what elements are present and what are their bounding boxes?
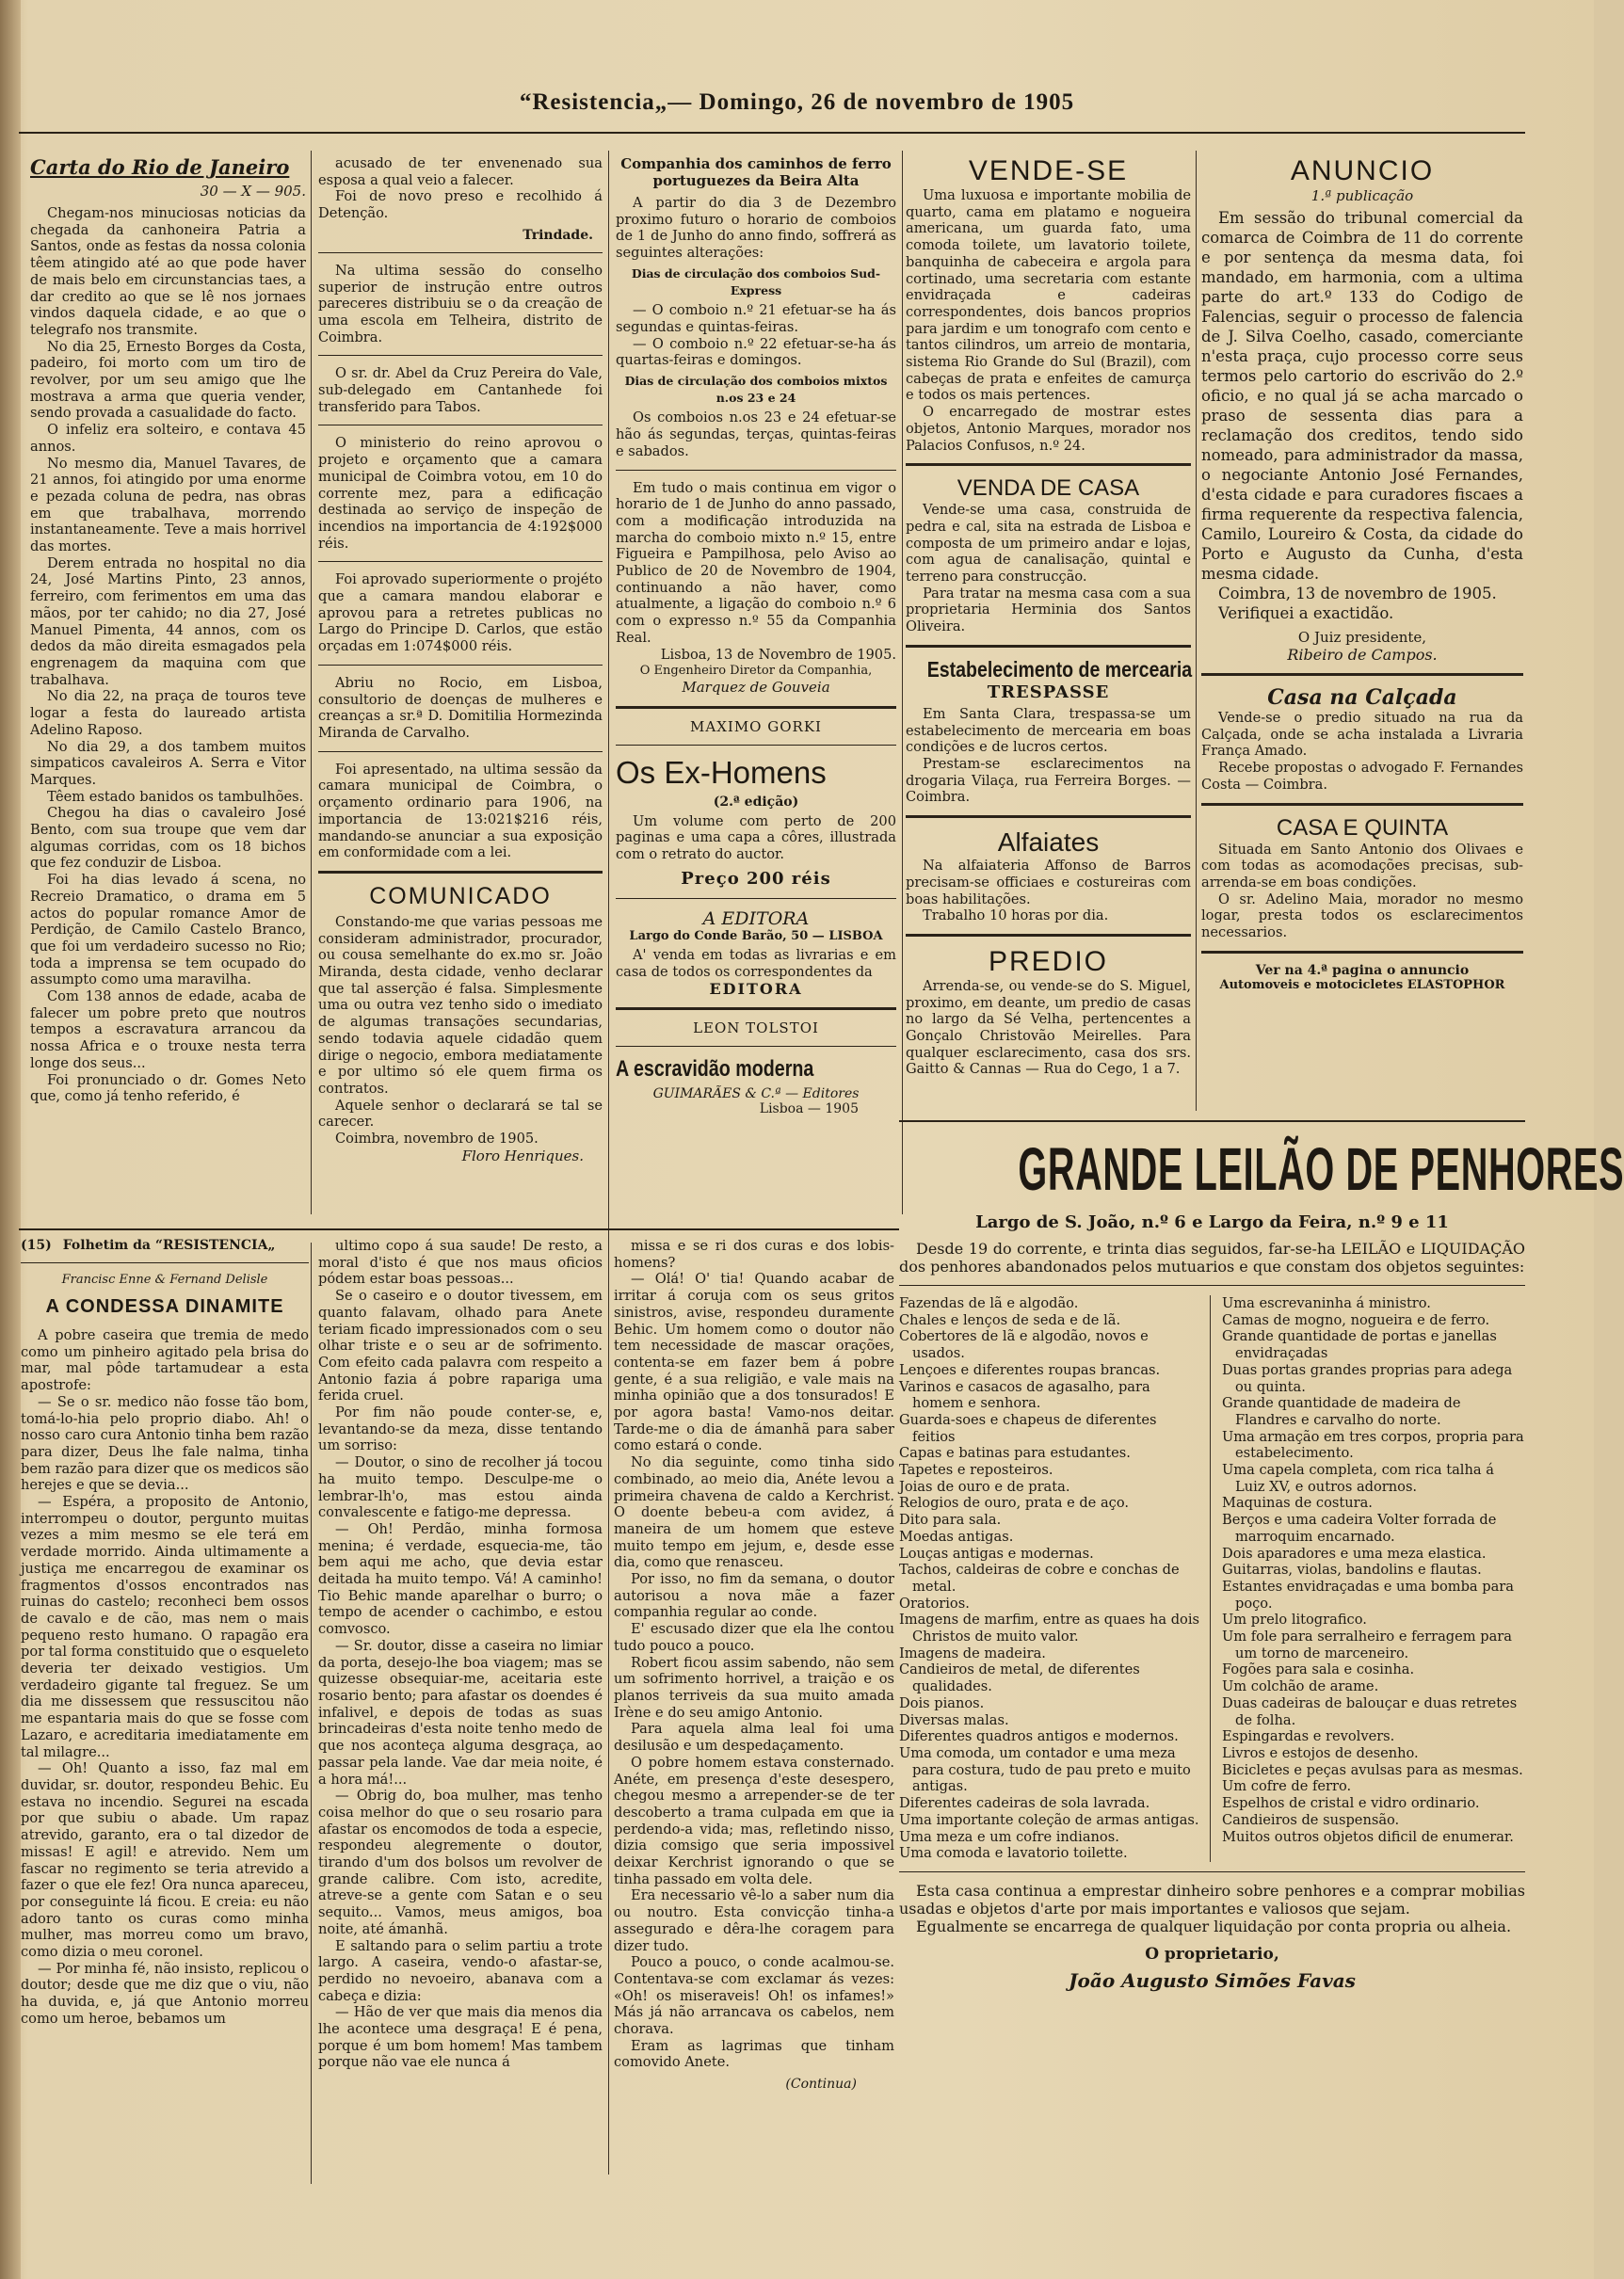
divider [21, 1262, 309, 1263]
carta-para: Têem estado banidos os tambulhões. [47, 788, 304, 805]
vende-body [906, 187, 1191, 454]
divider [906, 645, 1191, 648]
column-companhia [616, 155, 896, 1214]
leilao-item: Dito para sala. [899, 1512, 1002, 1529]
leilao-item: Duas portas grandes proprias para adega ou quinta. [1222, 1361, 1513, 1395]
venda-title: VENDA DE CASA [957, 475, 1140, 502]
column-rule [311, 151, 312, 1214]
leilao-role: O proprietario, [1145, 1944, 1279, 1964]
carta-para: Chegou ha dias o cavaleiro José Bento, com sua troupe que vem dar algumas corridas, com os 18 bichos que fez conduzir de Lisboa. [30, 805, 306, 872]
leilao-item: Fogões para sala e cosinha. [1222, 1661, 1415, 1678]
calcada-text: Recebe propostas o advogado F. Fernandes Costa — Coimbra. [1201, 760, 1523, 793]
divider [899, 1871, 1525, 1872]
ver4-line: Ver na 4.ª pagina o annuncio [1255, 962, 1470, 978]
folhetim-col2 [318, 1238, 603, 2179]
leilao-item: Tachos, caldeiras de cobre e conchas de metal. [899, 1562, 1180, 1595]
trindade-body [318, 155, 603, 222]
folhetim-para: ultimo copo á sua saude! De resto, a moral d'isto é que nos maus oficios pódem estar boas pessoas... [318, 1238, 603, 1288]
carta-para: Com 138 annos de edade, acaba de falecer um pobre preto que noutros tempos a escravatura arrancou da nossa Africa e o trouxe nesta terra longe dos seus... [30, 988, 306, 1071]
leilao-item: Grande quantidade de madeira de Flandres e carvalho do norte. [1222, 1395, 1461, 1428]
companhia-body [616, 195, 896, 697]
mercearia-body [906, 706, 1191, 806]
news-note: O sr. dr. Abel da Cruz Pereira do Vale, sub-delegado em Cantanhede foi transferido para Tabos. [318, 365, 603, 415]
leilao-item: Imagens de marfim, entre as quaes ha dois Christos de muito valor. [899, 1612, 1200, 1645]
news-para: acusado de ter envenenado sua esposa a qual veio a falecer. [318, 155, 603, 188]
news-note: Foi aprovado superiormente o projéto que a camara mandou elaborar e aprovou para a retretes publicas no Largo do Principe D. Carlos, que estão orçadas em 1:074$000 réis. [318, 571, 603, 655]
leilao-item: Muitos outros objetos dificil de enumerar. [1222, 1828, 1514, 1845]
leilao-item: Berços e uma cadeira Volter forrada de marroquim encarnado. [1222, 1512, 1497, 1545]
mercearia-text: Em Santa Clara, trespassa-se um estabelecimento de mercearia em boas condições e de lucros certos. [906, 705, 1191, 756]
divider [616, 745, 896, 746]
anuncio-role: O Juiz presidente, [1297, 629, 1427, 646]
leilao-item: Tapetes e reposteiros. [899, 1462, 1053, 1479]
divider [906, 815, 1191, 818]
leilao-item: Camas de mogno, nogueira e de ferro. [1222, 1311, 1490, 1328]
tolstoi-author: LEON TOLSTOI [693, 1019, 819, 1037]
leilao-item: Um prelo litografico. [1222, 1612, 1367, 1629]
venda-body [906, 502, 1191, 635]
folhetim-para: O pobre homem estava consternado. Anéte, em presença d'este desespero, chegou mesmo a arrepender-se de ter descoberto a trama culpada em que ia perdendo-a vida; mas, refletindo nisso, dizia comsigo que seria impossivel deixar Kerchrist ignorando o que se tinha passado em volta dele. [614, 1754, 894, 1887]
folhetim-para: Pouco a pouco, o conde acalmou-se. Contentava-se com exclamar ás vezes: «Oh! os miseraveis! Oh! os infames!» Más já não arrancava os cabelos, nem chorava. [614, 1954, 894, 2038]
folhetim-para: Para aquela alma leal foi uma desilusão e um despedaçamento. [614, 1721, 894, 1755]
calcada-text: Vende-se o predio situado na rua da Calçada, onde se acha instalada a Livraria França Amado. [1201, 710, 1523, 760]
leilao-item: Guarda-soes e chapeus de diferentes feitios [899, 1411, 1157, 1445]
alfaiates-text: Na alfaiateria Affonso de Barros precisam-se officiaes e costureiras com boas habilitações. [906, 858, 1191, 907]
folhetim-para: — Sr. doutor, disse a caseira no limiar da porta, desejo-lhe boa viagem; mas se quizesse obsequiar-me, aceitaria este rosario bento; para afastar os doendes é infalivel, e depois de todas as suas brincadeiras d'esta noite tenho medo de que nos aconteça alguma desgraça, ao passar pela lande. Vae dar meia noite, é a hora má!... [318, 1637, 603, 1788]
venda-text: Para tratar na mesma casa com a sua proprietaria Herminia dos Santos Oliveira. [906, 585, 1191, 635]
companhia-signature: Marquez de Gouveia [682, 678, 830, 696]
column-carta [30, 155, 306, 1238]
quinta-text: O sr. Adelino Maia, morador no mesmo logar, presta todos os esclarecimentos necessarios. [1201, 891, 1523, 941]
news-note: Foi apresentado, na ultima sessão da camara municipal de Coimbra, o orçamento ordinario para 1906, na importancia de 13:021$216 réis, mandando-se anunciar a sua exposição em conformidade com a lei. [318, 761, 603, 861]
folhetim-para: — Obrig do, boa mulher, mas tenho coisa melhor do que o seu rosario para afastar os encomodos de toda a especie, respondeu alegremente o doutor, tirando d'um dos bolsos um revolver de grande calibre. Com isto, acredite, atreve-se a gente com Satan e o seu sequito... Vamos, meus amigos, boa noite, até ámanhã. [318, 1788, 603, 1937]
comunicado-title: COMUNICADO [369, 882, 552, 909]
leilao-item: Bicicletes e peças avulsas para as mesmas. [1222, 1761, 1523, 1778]
news-note: Abriu no Rocio, em Lisboa, consultorio de doenças de mulheres e creanças a sr.ª D. Domitilia Hormezinda Miranda de Carvalho. [318, 674, 603, 741]
folhetim-para: — Espéra, a proposito de Antonio, interrompeu o doutor, pergunto muitas vezes a mim mesmo se ele terá em verdade morrido. Ainda ultimamente a justiça me encarregou de examinar os fragmentos d'ossos encontrados nas ruinas do castelo; reconheci bem ossos de cavalo e de cão, mas nem o mais pequeno resto humano. O rapagão era por tal forma constituido que o esqueleto deveria ter deixado vestigios. Um verdadeiro gigante tal freguez. Se um dia me dissessem que ressuscitou não me espantaria mais do que se fosse com Lazaro, e acreditaria imediatamente em tal milagre... [21, 1494, 309, 1760]
gorki-title: Os Ex-Homens [616, 754, 827, 790]
gorki-publisher: A EDITORA [702, 907, 810, 929]
carta-para: No mesmo dia, Manuel Tavares, de 21 annos, foi atingido por uma enorme e pezada coluna de pedra, nas obras em que trabalhava, morrendo instantaneamente. Teve a mais horrivel das mortes. [30, 455, 306, 555]
leilao-list-right [1222, 1295, 1525, 1862]
folhetim-para: — Doutor, o sino de recolher já tocou ha muito tempo. Desculpe-me o lembrar-lh'o, mas estou ainda convalescente e fatigo-me depressa. [318, 1454, 603, 1521]
carta-para: O infeliz era solteiro, e contava 45 annos. [30, 422, 306, 455]
column-rule [1196, 151, 1197, 1111]
leilao-item: Candieiros de suspensão. [1222, 1811, 1400, 1828]
tolstoi-title: A escravidão moderna [616, 1056, 814, 1083]
folhetim-para: — Oh! Perdão, minha formosa menina; é verdade, esquecia-me, tão bem aqui me acho, que devia estar deitada ha muito tempo. Vá! A caminho! Tio Behic mande aparelhar o burro; o tempo de acender o cachimbo, e estou comvosco. [318, 1520, 603, 1638]
divider [318, 871, 603, 874]
leilao-item: Maquinas de costura. [1222, 1495, 1373, 1512]
comunicado-para: Constando-me que varias pessoas me consideram administrador, procurador, ou cousa semelhante do ex.mo sr. João Miranda, desta cidade, venho declarar que tal asserção é falsa. Simplesmente uma ou outra vez tenho sido o imediato de algumas transações secundarias, sendo todavia aquele cidadão quem dirige o negocio, embora mediatamente e por ultimo só ele quem firma os contratos. [318, 913, 603, 1097]
leilao-item: Louças antigas e modernas. [899, 1545, 1094, 1562]
folhetim-authors: Francisc Enne & Fernand Delisle [61, 1273, 268, 1287]
folhetim-body2 [318, 1238, 603, 2071]
leilao-item: Guitarras, violas, bandolins e flautas. [1222, 1562, 1482, 1579]
leilao-item: Uma meza e um cofre indianos. [899, 1828, 1119, 1845]
folhetim-col3 [614, 1238, 894, 2179]
leilao-item: Espelhos de cristal e vidro ordinario. [1222, 1795, 1480, 1812]
leilao-item: Relogios de ouro, prata e de aço. [899, 1495, 1130, 1512]
alfaiates-body [906, 858, 1191, 924]
mercearia-sub: TRESPASSE [987, 682, 1110, 702]
leilao-item: Espingardas e revolvers. [1222, 1728, 1395, 1745]
companhia-date: Lisboa, 13 de Novembro de 1905. [660, 646, 896, 663]
leilao-item: Fazendas de lã e algodão. [899, 1295, 1079, 1311]
mercearia-text: Prestam-se esclarecimentos na drogaria Vilaça, rua Ferreira Borges. — Coimbra. [906, 755, 1191, 806]
masthead-rule [19, 132, 1525, 134]
leilao-item: Varinos e casacos de agasalho, para homem e senhora. [899, 1378, 1150, 1412]
leilao-item: Lençoes e diferentes roupas brancas. [899, 1361, 1161, 1378]
carta-para: No dia 25, Ernesto Borges da Costa, padeiro, foi morto com um tiro de revolver, por um seu amigo que lhe mostrava a arma que queria vender, sendo provada a casualidade do facto. [30, 338, 306, 422]
carta-para: No dia 29, a dos tambem muitos simpaticos cavaleiros A. Serra e Vitor Marques. [30, 738, 306, 788]
leilao-item: Oratorios. [899, 1595, 970, 1612]
divider [1201, 673, 1523, 676]
carta-date: 30 — X — 905. [200, 183, 306, 200]
folhetim-para: — Por minha fé, não insisto, replicou o doutor; desde que me diz que o viu, não ha duvida, e, já que Antonio morreu como um heroe, bebamos um [21, 1960, 309, 2027]
folhetim-body1 [21, 1327, 309, 2028]
calcada-title: Casa na Calçada [1267, 685, 1457, 710]
leilao-item: Candieiros de metal, de diferentes qualidades. [899, 1661, 1140, 1695]
leilao-list-left [899, 1295, 1211, 1862]
folhetim-para: No dia seguinte, como tinha sido combinado, ao meio dia, Anéte levou a primeira chavena de caldo a Kerchrist. O doente bebeu-a com avidez, á maneira de um homem que esteve muito tempo em jejum, e, desde esse dia, como que renasceu. [614, 1454, 894, 1571]
gorki-editora: EDITORA [709, 980, 803, 999]
anuncio-text: Em sessão do tribunal comercial da comarca de Coimbra de 11 do corrente e por sentença da mesma data, foi mandado, em harmonia, com a ultima parte do art.º 133 do Codigo de Falencias, seguir o processo de falencia de J. Silva Coelho, casado, comerciante n'esta praça, cujo processo corre seus termos pelo cartorio do escrivão do 2.º oficio, e no qual já se acha marcado o praso de sessenta dias para a reclamação dos creditos, tendo sido nomeado, para administrador da massa, o negociante Antonio José Fernandes, d'esta cidade e para curadores fiscaes a firma requerente da respectiva falencia, Camilo, Loureiro & Costa, da cidade do Porto e Augusto da Cunha, d'esta mesma cidade. [1201, 209, 1523, 583]
masthead: “Resistencia„— Domingo, 26 de novembro de 1905 [519, 89, 1075, 115]
folhetim-para: missa e se ri dos curas e dos lobis-homens? [614, 1238, 894, 1271]
companhia-para: Os comboios n.os 23 e 24 efetuar-se hão ás segundas, terças, quintas-feiras e sabados. [616, 409, 896, 459]
folhetim-header [21, 1238, 309, 1253]
folhetim-para: E saltando para o selim partiu a trote largo. A caseira, vendo-o afastar-se, perdido no nevoeiro, abanava com a cabeça e dizia: [318, 1937, 603, 2004]
folhetim-para: Por fim não poude conter-se, e, levantando-se da meza, disse tentando um sorriso: [318, 1404, 603, 1454]
anuncio-body [1201, 208, 1523, 623]
tolstoi-publisher: GUIMARÃES & C.ª — Editores [652, 1086, 860, 1102]
folhetim-para: Se o caseiro e o doutor tivessem, em quanto falavam, olhado para Anete teriam ficado impressionados com o seu olhar triste e o seu ar de sofrimento. Com efeito cada palavra com respeito a Antonio fazia á pobre rapariga uma ferida cruel. [318, 1288, 603, 1404]
leilao-intro: Desde 19 do corrente, e trinta dias seguidos, far-se-ha LEILÃO e LIQUIDAÇÃO dos penhores abandonados pelos mutuarios e que constam dos objetos seguintes: [899, 1240, 1525, 1276]
anuncio-sub: 1.ª publicação [1310, 187, 1414, 204]
divider [899, 1120, 1525, 1122]
news-para: Foi de novo preso e recolhido á Detenção. [318, 188, 603, 222]
carta-para: No dia 22, na praça de touros teve logar a festa do laureado artista Adelino Raposo. [30, 688, 306, 738]
divider [906, 934, 1191, 937]
companhia-subhead: Dias de circulação dos comboios mixtos n.os 23 e 24 [624, 374, 888, 405]
vende-title: VENDE-SE [968, 155, 1129, 186]
predio-title: PREDIO [988, 945, 1109, 977]
alfaiates-title: Alfaiates [997, 827, 1100, 858]
news-note: Na ultima sessão do conselho superior de instrução entre outros pareceres distribuiu se o da creação de uma escola em Telheira, distrito de Coimbra. [318, 262, 603, 345]
folhetim-col1 [21, 1238, 309, 2179]
companhia-para: A partir do dia 3 de Dezembro proximo futuro o horario de comboios de 1 de Junho do anno findo, soffrerá as seguintes alterações: [616, 195, 896, 262]
leilao-item: Um fole para serralheiro e ferragem para um torno de marceneiro. [1222, 1629, 1512, 1661]
comunicado-para: Aquele senhor o declarará se tal se carecer. [318, 1097, 603, 1131]
ver4-line2: Automoveis e motocicletes ELASTOPHOR [1219, 977, 1505, 992]
companhia-role: O Engenheiro Diretor da Companhia, [639, 664, 873, 679]
divider [616, 898, 896, 899]
divider [318, 355, 603, 356]
folhetim-rule [19, 1228, 899, 1230]
column-rule [902, 151, 903, 1214]
leilao-item: Grande quantidade de portas e janellas envidraçadas [1222, 1328, 1497, 1362]
leilao-item: Uma comoda e lavatorio toilette. [899, 1845, 1128, 1862]
predio-body [906, 978, 1191, 1078]
divider [318, 561, 603, 562]
folhetim-para: A pobre caseira que tremia de medo como um pinheiro agitado pela brisa do mar, mal pôde tartamudear a esta apostrofe: [21, 1327, 309, 1394]
divider [318, 252, 603, 253]
folhetim-para: Robert ficou assim sabendo, não sem um sofrimento horrivel, a traição e os planos terriveis da sua muito amada Irène e do seu amigo Antonio. [614, 1654, 894, 1721]
folhetim-para: — Olá! O' tia! Quando acabar de irritar á coruja com os seus gritos sinistros, avise, respondeu duramente Behic. Um homem como o doutor não tem necessidade de mascar orações, contenta-se em fazer bem á pobre gente, é a sua religião, e vale mais na minha opinião que a dos tonsurados! E por agora basta! Vamo-nos deitar. Tarde-me o dia de ámanhã para saber como estará o conde. [614, 1271, 894, 1454]
companhia-subhead: Dias de circulação dos comboios Sud-Express [631, 265, 881, 297]
comunicado-para: Coimbra, novembro de 1905. [335, 1131, 539, 1148]
divider [616, 470, 896, 471]
leilao-footer: Egualmente se encarrega de qualquer liquidação por conta propria ou alheia. [916, 1917, 1512, 1935]
anuncio-title: ANUNCIO [1290, 155, 1435, 186]
leilao-item: Dois pianos. [899, 1694, 985, 1711]
leilao-lists [899, 1295, 1525, 1862]
folhetim-continua: (Continua) [785, 2077, 857, 2093]
folhetim-para: — Se o sr. medico não fosse tão bom, tomá-lo-hia pelo proprio diabo. Ah! o nosso caro cura Antonio tinha bem razão para dizer, Deus lhe fale nalma, tinha bem razão para dizer que os medicos são herejes e que se devia... [21, 1393, 309, 1494]
divider [616, 706, 896, 709]
carta-para: Foi pronunciado o dr. Gomes Neto que, como já tenho referido, é [30, 1071, 306, 1105]
leilao-item: Estantes envidraçadas e uma bomba para poço. [1222, 1578, 1514, 1612]
tolstoi-place: Lisboa — 1905 [759, 1101, 859, 1117]
leilao-item: Uma importante coleção de armas antigas. [899, 1811, 1199, 1828]
leilao-item: Um colchão de arame. [1222, 1678, 1379, 1695]
gorki-edition: (2.ª edição) [713, 794, 799, 810]
carta-para: Derem entrada no hospital no dia 24, José Martins Pinto, 23 annos, ferreiro, com ferimentos em uma das mãos, por ter cahido; no dia 27, José Manuel Pimenta, 44 annos, com os dedos da mão direita esmagados pela engrenagem da maquina com que trabalhava. [30, 554, 306, 688]
quinta-body [1201, 842, 1523, 941]
leilao-item: Capas e batinas para estudantes. [899, 1445, 1131, 1462]
folhetim-title: A CONDESSA DINAMITE [45, 1296, 284, 1317]
leilao-item: Diferentes cadeiras de sola lavrada. [899, 1795, 1150, 1812]
vende-text: O encarregado de mostrar estes objetos, Antonio Marques, morador nos Palacios Confusos, n.º 24. [906, 404, 1191, 454]
comunicado-signature: Floro Henriques. [461, 1147, 584, 1164]
carta-body [30, 205, 306, 1105]
leilao-address: Largo de S. João, n.º 6 e Largo da Feira, n.º 9 e 11 [975, 1212, 1449, 1232]
alfaiates-text: Trabalho 10 horas por dia. [923, 907, 1109, 924]
venda-text: Vende-se uma casa, construida de pedra e cal, sita na estrada de Lisboa e composta de um primeiro andar e lojas, com agua de canalisação, quintal e terreno para construcção. [906, 502, 1191, 586]
leilao-item: Diversas malas. [899, 1711, 1009, 1728]
folhetim-para: Por isso, no fim da semana, o doutor autorisou a nova mãe a fazer companhia regular ao conde. [614, 1571, 894, 1621]
leilao-item: Imagens de madeira. [899, 1645, 1046, 1661]
folhetim-para: Eram as lagrimas que tinham comovido Anete. [614, 2037, 894, 2071]
carta-title: Carta do Rio de Janeiro [30, 155, 290, 179]
folhetim-para: — Oh! Quanto a isso, faz mal em duvidar, sr. doutor, respondeu Behic. Eu estava no incendio. Segurei na escada por que subiu o abade. Um rapaz atrevido, garanto, era o tal dizedor de missas! E agil! e atrevido. Nem um fascar no regimento se teria atrevido a fazer o que ele fez! Ora nunca apareceu, por conseguinte lá ficou. E creia: eu não adoro tanto os curas como minha mulher, mas morreu como um bravo, como dizia o meu coronel. [21, 1760, 309, 1961]
leilao-item: Duas cadeiras de balouçar e duas retretes de folha. [1222, 1694, 1518, 1728]
predio-text: Arrenda-se, ou vende-se do S. Miguel, proximo, em deante, um predio de casas no largo da Sé Velha, pertencentes a Gonçalo Christovão Meirelles. Para qualquer esclarecimento, casa dos srs. Gaitto & Cannas — Rua do Cego, 1 a 7. [906, 977, 1191, 1078]
leilao-item: Chales e lenços de seda e de lã. [899, 1311, 1121, 1328]
leilao-item: Uma comoda, um contador e uma meza para costura, tudo de pau preto e muito antigas. [899, 1744, 1191, 1795]
companhia-para: — O comboio n.º 22 efetuar-se-ha ás quartas-feiras e domingos. [616, 335, 896, 369]
anuncio-signature: Ribeiro de Campos. [1287, 646, 1438, 664]
leilao-item: Uma armação em tres corpos, propria para estabelecimento. [1222, 1428, 1524, 1462]
leilao-ad [899, 1120, 1624, 2184]
news-note: O ministerio do reino aprovou o projeto e orçamento que a camara municipal de Coimbra votou, em 10 do corrente mez, para a edificação destinada ao serviço de inspeção de incendios na importancia de 4:192$000 réis. [318, 435, 603, 552]
folhetim-para: E' escusado dizer que ela lhe contou tudo pouco a pouco. [614, 1621, 894, 1654]
column-rule [311, 1243, 312, 2184]
trindade-signature: Trindade. [523, 227, 593, 243]
leilao-footer: Esta casa continua a emprestar dinheiro sobre penhores e a comprar mobilias usadas e objetos d'arte por mais importantes e valiosos que sejam. [899, 1881, 1525, 1918]
leilao-item: Joias de ouro e de prata. [899, 1478, 1070, 1495]
gorki-desc: Um volume com perto de 200 paginas e uma capa a côres, illustrada com o retrato do auctor. [616, 812, 896, 863]
companhia-title: Companhia dos caminhos de ferro portuguezes da Beira Alta [620, 155, 892, 189]
companhia-para: — O comboio n.º 21 efetuar-se ha ás segundas e quintas-feiras. [616, 302, 896, 335]
folhetim-number: (15) [21, 1238, 52, 1253]
column-rule [608, 151, 609, 2175]
gorki-sale: A' venda em todas as livrarias e em casa de todos os correspondentes da [616, 946, 896, 980]
folhetim-para: Era necessario vê-lo a saber num dia ou noutro. Esta convicção tinha-a assegurado e dêra-lhe coragem para dizer tudo. [614, 1887, 894, 1954]
anuncio-verif: Verifiquei a exactidão. [1218, 604, 1394, 622]
companhia-para: Em tudo o mais continua em vigor o horario de 1 de Junho do anno passado, com a modificação introduzida na marcha do comboio mixto n.º 15, entre Figueira e Pampilhosa, pelo Aviso ao Publico de 20 de Novembro de 1904, continuando a não haver, como atualmente, a ligação do comboio n.º 6 com o expresso n.º 55 da Companhia Real. [616, 479, 896, 646]
mercearia-title: Estabelecimento de mercearia [926, 656, 1193, 682]
leilao-item: Moedas antigas. [899, 1528, 1014, 1545]
leilao-item: Uma escrevaninha á ministro. [1222, 1295, 1431, 1311]
quinta-title: CASA E QUINTA [1276, 814, 1449, 841]
column-anuncio [1201, 155, 1523, 1115]
divider [616, 1007, 896, 1010]
anuncio-date: Coimbra, 13 de novembro de 1905. [1218, 585, 1497, 602]
column-news [318, 155, 603, 1238]
quinta-text: Situada em Santo Antonio dos Olivaes e com todas as acomodações precisas, sub-arrenda-se em boas condições. [1201, 841, 1523, 891]
carta-para: Chegam-nos minuciosas noticias da chegada da canhoneira Patria a Santos, onde as festas da nossa colonia têem atingido até ao que pode haver de mais belo em circunstancias taes, a dar credito ao que se lê nos jornaes vindos daquela cidade, e ao que o telegrafo nos transmite. [30, 205, 306, 338]
divider [616, 1046, 896, 1047]
carta-para: Foi ha dias levado á scena, no Recreio Dramatico, o drama em 5 actos do popular romance Amor de Perdição, de Camilo Castelo Branco, que foi um verdadeiro sucesso no Rio; toda a imprensa se tem ocupado do assumpto como uma maravilha. [30, 872, 306, 988]
leilao-item: Diferentes quadros antigos e modernos. [899, 1728, 1179, 1745]
gorki-author: MAXIMO GORKI [690, 717, 822, 735]
leilao-item: Um cofre de ferro. [1222, 1778, 1352, 1795]
gorki-price: Preço 200 réis [681, 868, 831, 889]
column-ads [906, 155, 1191, 1115]
comunicado-body [318, 914, 603, 1148]
leilao-item: Livros e estojos de desenho. [1222, 1744, 1419, 1761]
divider [318, 665, 603, 666]
leilao-title: GRANDE LEILÃO DE PENHORES [1018, 1135, 1624, 1203]
folhetim-body3 [614, 1238, 894, 2071]
leilao-item: Dois aparadores e uma meza elastica. [1222, 1545, 1487, 1562]
divider [1201, 951, 1523, 954]
leilao-item: Uma capela completa, com rica talha á Luiz XV, e outros adornos. [1222, 1462, 1494, 1495]
gorki-address: Largo do Conde Barão, 50 — LISBOA [629, 928, 883, 943]
leilao-signature: João Augusto Simões Favas [1069, 1968, 1356, 1992]
leilao-item: Cobertores de lã e algodão, novos e usados. [899, 1328, 1149, 1362]
divider [899, 1285, 1525, 1286]
folhetim-para: — Hão de ver que mais dia menos dia lhe acontece uma desgraça! E é pena, porque é um bom homem! Mas tambem porque não vae ele nunca á [318, 2004, 603, 2071]
divider [906, 463, 1191, 466]
vende-text: Uma luxuosa e importante mobilia de quarto, cama em platamo e nogueira americana, um guarda fato, uma comoda toilete, um lavatorio toilete, banquinha de cabeceira e argola para cortinado, uma secretaria com estante envidraçada e cadeiras correspondentes, dois bancos proprios para jardim e um tonografo com cento e tantos cilindros, um arreio de montaria, sistema Rio Grande do Sul (Brazil), com cabeças de prata e enfeites de camurça e todos os mais pertences. [906, 187, 1191, 404]
divider [1201, 803, 1523, 806]
divider [318, 751, 603, 752]
calcada-body [1201, 710, 1523, 794]
folhetim-head: Folhetim da “RESISTENCIA„ [62, 1238, 276, 1253]
